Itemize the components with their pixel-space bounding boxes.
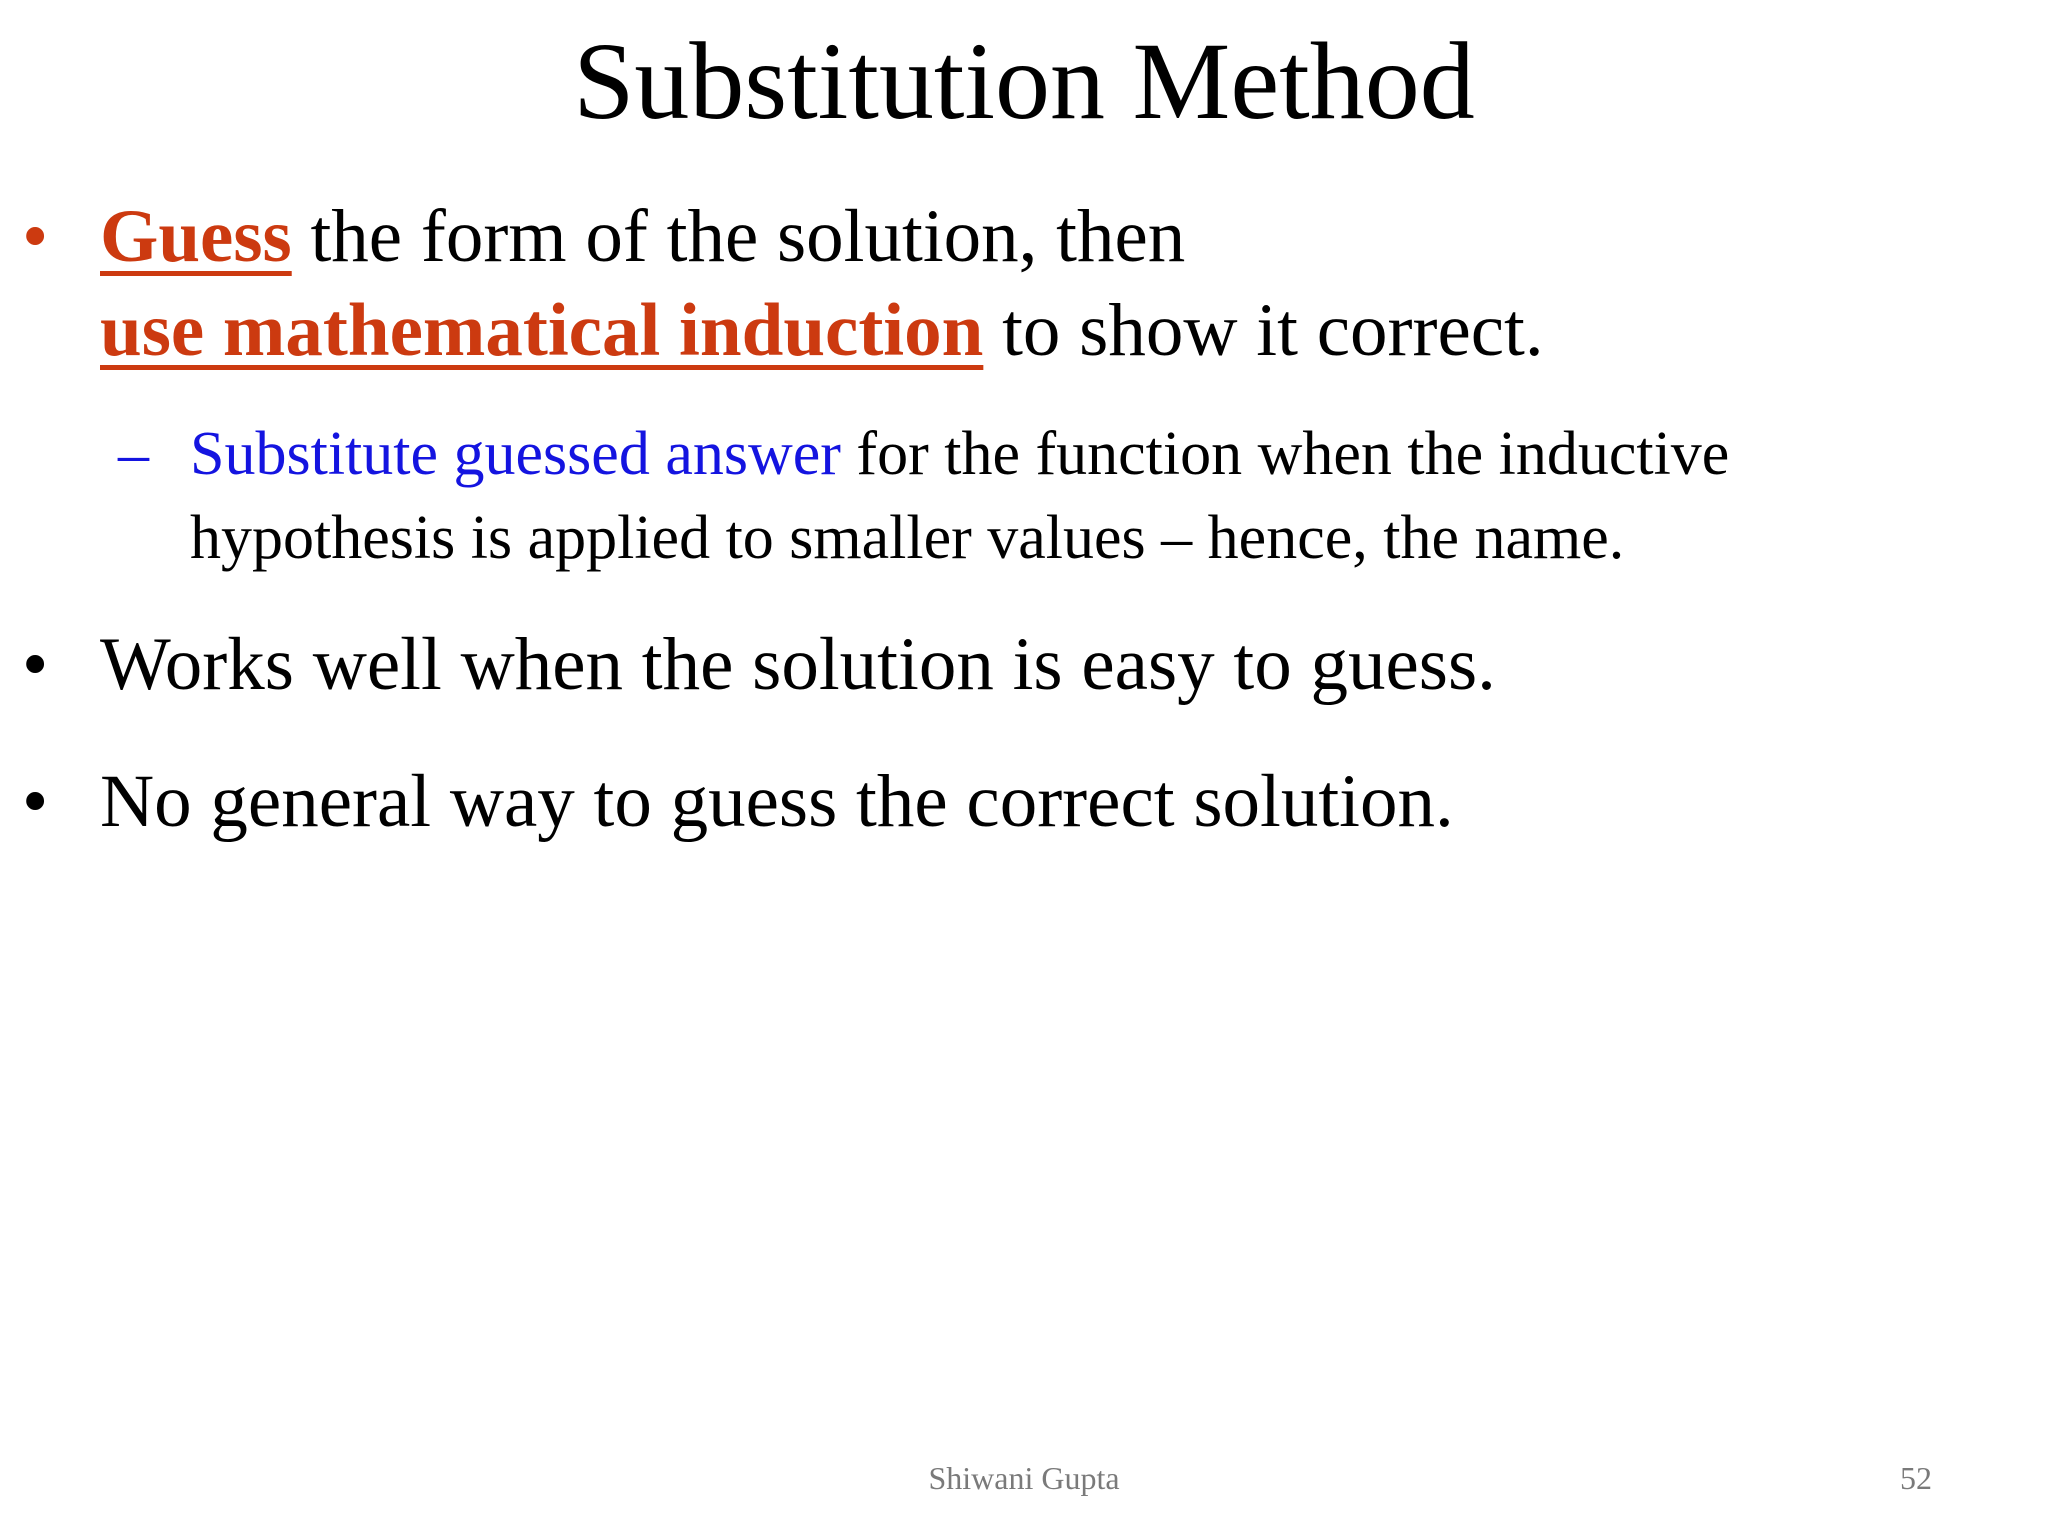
slide-title: Substitution Method <box>573 20 1475 142</box>
sub-bullet-body <box>190 412 1729 580</box>
bullet-text: the form of the solution, then <box>291 195 1186 278</box>
footer-author: Shiwani Gupta <box>928 1460 1120 1496</box>
bullet-text: Works well when the solution is easy to guess. <box>100 623 1496 706</box>
sub-bullet-text: for the function when the inductive <box>840 420 1730 488</box>
bullet-body <box>100 190 1544 378</box>
bullet-text: to show it correct. <box>983 289 1544 372</box>
guess-keyword: Guess <box>100 195 292 278</box>
bullet-line-2 <box>100 284 1544 378</box>
substitute-highlight: Substitute guessed answer <box>190 420 841 488</box>
sub-bullet-marker: – <box>118 420 149 488</box>
bullet-marker: • <box>22 195 49 278</box>
page-number: 52 <box>1900 1460 1932 1496</box>
bullet-text: No general way to guess the correct solution. <box>100 760 1454 843</box>
sub-bullet-line-2: hypothesis is applied to smaller values – hence, the name. <box>190 504 1625 572</box>
bullet-marker: • <box>22 623 49 706</box>
bullet-marker: • <box>22 760 49 843</box>
bullet-line-1 <box>100 190 1544 284</box>
induction-keyword: use mathematical induction <box>100 289 984 372</box>
sub-bullet-line-1 <box>190 412 1729 496</box>
